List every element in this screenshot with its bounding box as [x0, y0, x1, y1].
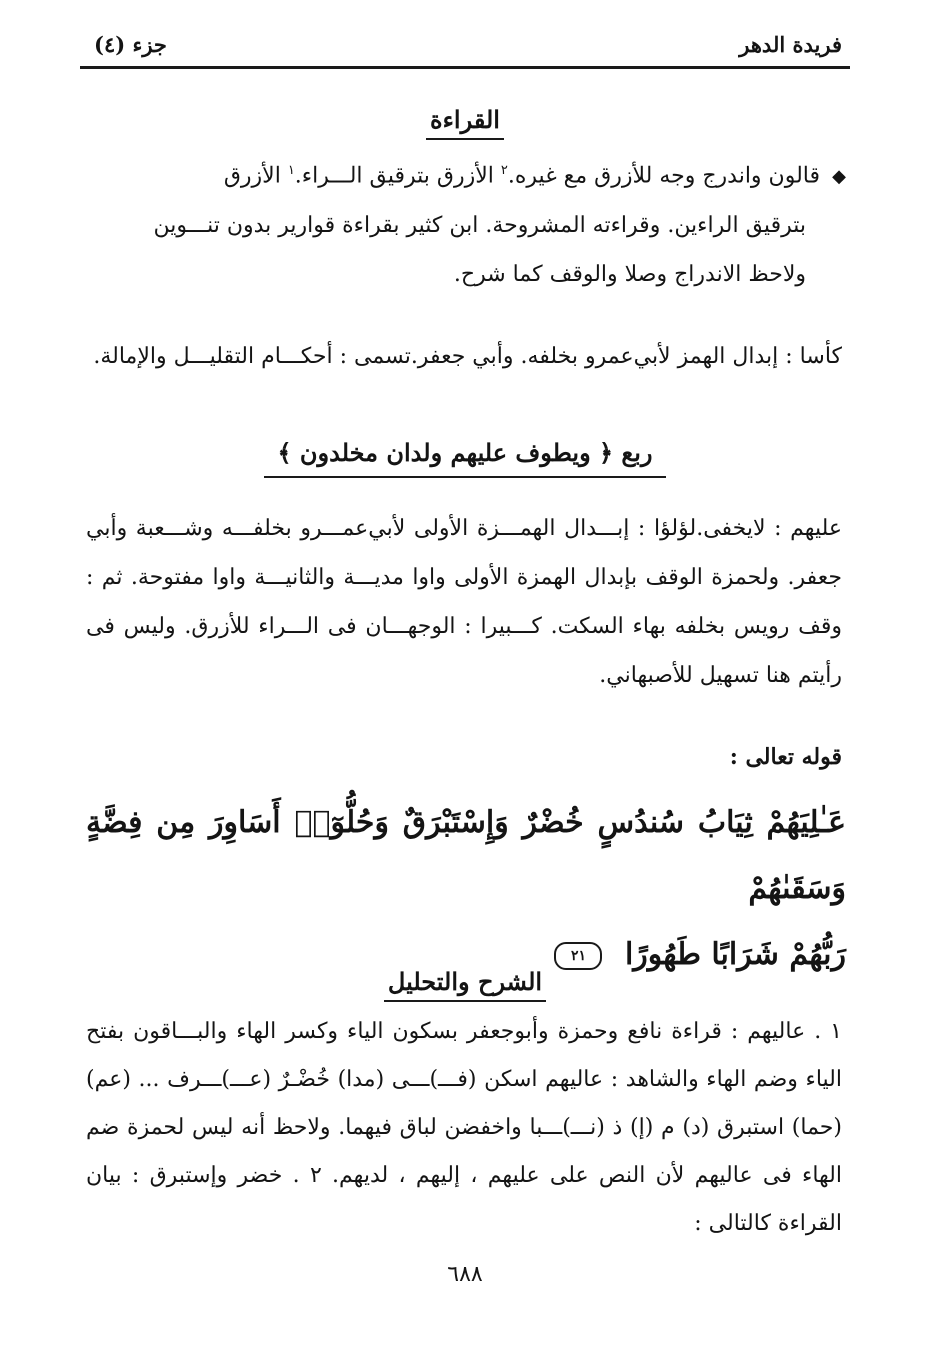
- footnote-marker-1: ١: [287, 163, 295, 178]
- book-title: فريدة الدهر: [739, 32, 842, 57]
- diamond-bullet-icon: ◆: [832, 166, 846, 188]
- reading-text-1a: قالون واندرج وجه للأزرق مع غيره.: [507, 163, 820, 189]
- part-number: جزء (٤): [94, 32, 167, 57]
- ayah-number-badge: ٢١: [554, 942, 602, 970]
- page-number: ٦٨٨: [447, 1262, 483, 1287]
- explanation-paragraph: ١ . عاليهم : قراءة نافع وحمزة وأبوجعفر بسكون الياء وكسر الهاء والبـــاقون بفتح الياء وضم الهاء والشاهد : عاليهم اسكن (فـــ)ـــى (مدا) خُضْـرٌ (عـــ)ـــرف ... (عم) (حما) استبرق (د) م (إ) ذ (نـــ)ـــبا واخفضن لباق فيهما. ولاحظ أنه ليس لحمزة ضم الهاء فى عاليهم لأن النص على عليهم ، إليهم ، لديهم. ٢ . خضر وإستبرق : بيان القراءة كالتالى :: [86, 1019, 842, 1236]
- reading-paragraph: [86, 146, 846, 299]
- explanation-heading-text: الشرح والتحليل: [384, 966, 546, 1002]
- rub-title: [80, 436, 850, 478]
- reading-heading: [80, 104, 850, 140]
- reading-text-2: بترقيق الراءين. وقراءته المشروحة. ابن كثير بقراءة قوارير بدون تنـــوين: [153, 213, 806, 239]
- kasan-note: كأسا : إبدال الهمز لأبي‌عمرو بخلفه. وأبي جعفر.تسمى : أحكـــام التقليـــل والإمالة.: [93, 344, 842, 369]
- book-page: [80, 0, 850, 1350]
- reading-text-3: ولاحظ الاندراج وصلا والوقف كما شرح.: [453, 262, 806, 288]
- header-divider: [80, 66, 850, 69]
- verse-line-1: عَـٰلِيَهُمْ ثِيَابُ سُندُسٍ خُضْرٌ وَإِسْتَبْرَقٌ وَحُلُّوٓا۟ أَسَاوِرَ مِن فِضَّةٍ وَسَقَىٰهُمْ: [86, 805, 846, 906]
- rub-paragraph: عليهم : لايخفى.لؤلؤا : إبـــدال الهمـــزة الأولى لأبي‌عمـــرو بخلفـــه وشـــعبة وأبي جعفر. ولحمزة الوقف بإبدال الهمزة الأولى واوا مديـــة والثانيـــة واوا مفتوحة. ثم : وقف رويس بخلفه بهاء السكت. كـــبيرا : الوجهـــان فى الـــراء للأزرق. وليس فى رأيتم هنا تسهيل للأصبهاني.: [86, 516, 842, 688]
- verse-label: قوله تعالى :: [729, 744, 842, 770]
- running-header: [80, 30, 850, 68]
- explanation-heading: [80, 966, 850, 1002]
- verse-line-2: رَبُّهُمْ شَرَابًا طَهُورًا: [624, 937, 846, 972]
- rub-title-text: ربع ﴿ ويطوف عليهم ولدان مخلدون ﴾: [264, 436, 667, 478]
- reading-text-1c: الأزرق: [223, 163, 288, 189]
- reading-heading-text: القراءة: [426, 104, 504, 140]
- reading-text-1b: الأزرق بترقيق الـــراء.: [294, 163, 501, 189]
- quran-verse: [86, 790, 846, 988]
- footnote-marker-2: ٢: [500, 163, 508, 178]
